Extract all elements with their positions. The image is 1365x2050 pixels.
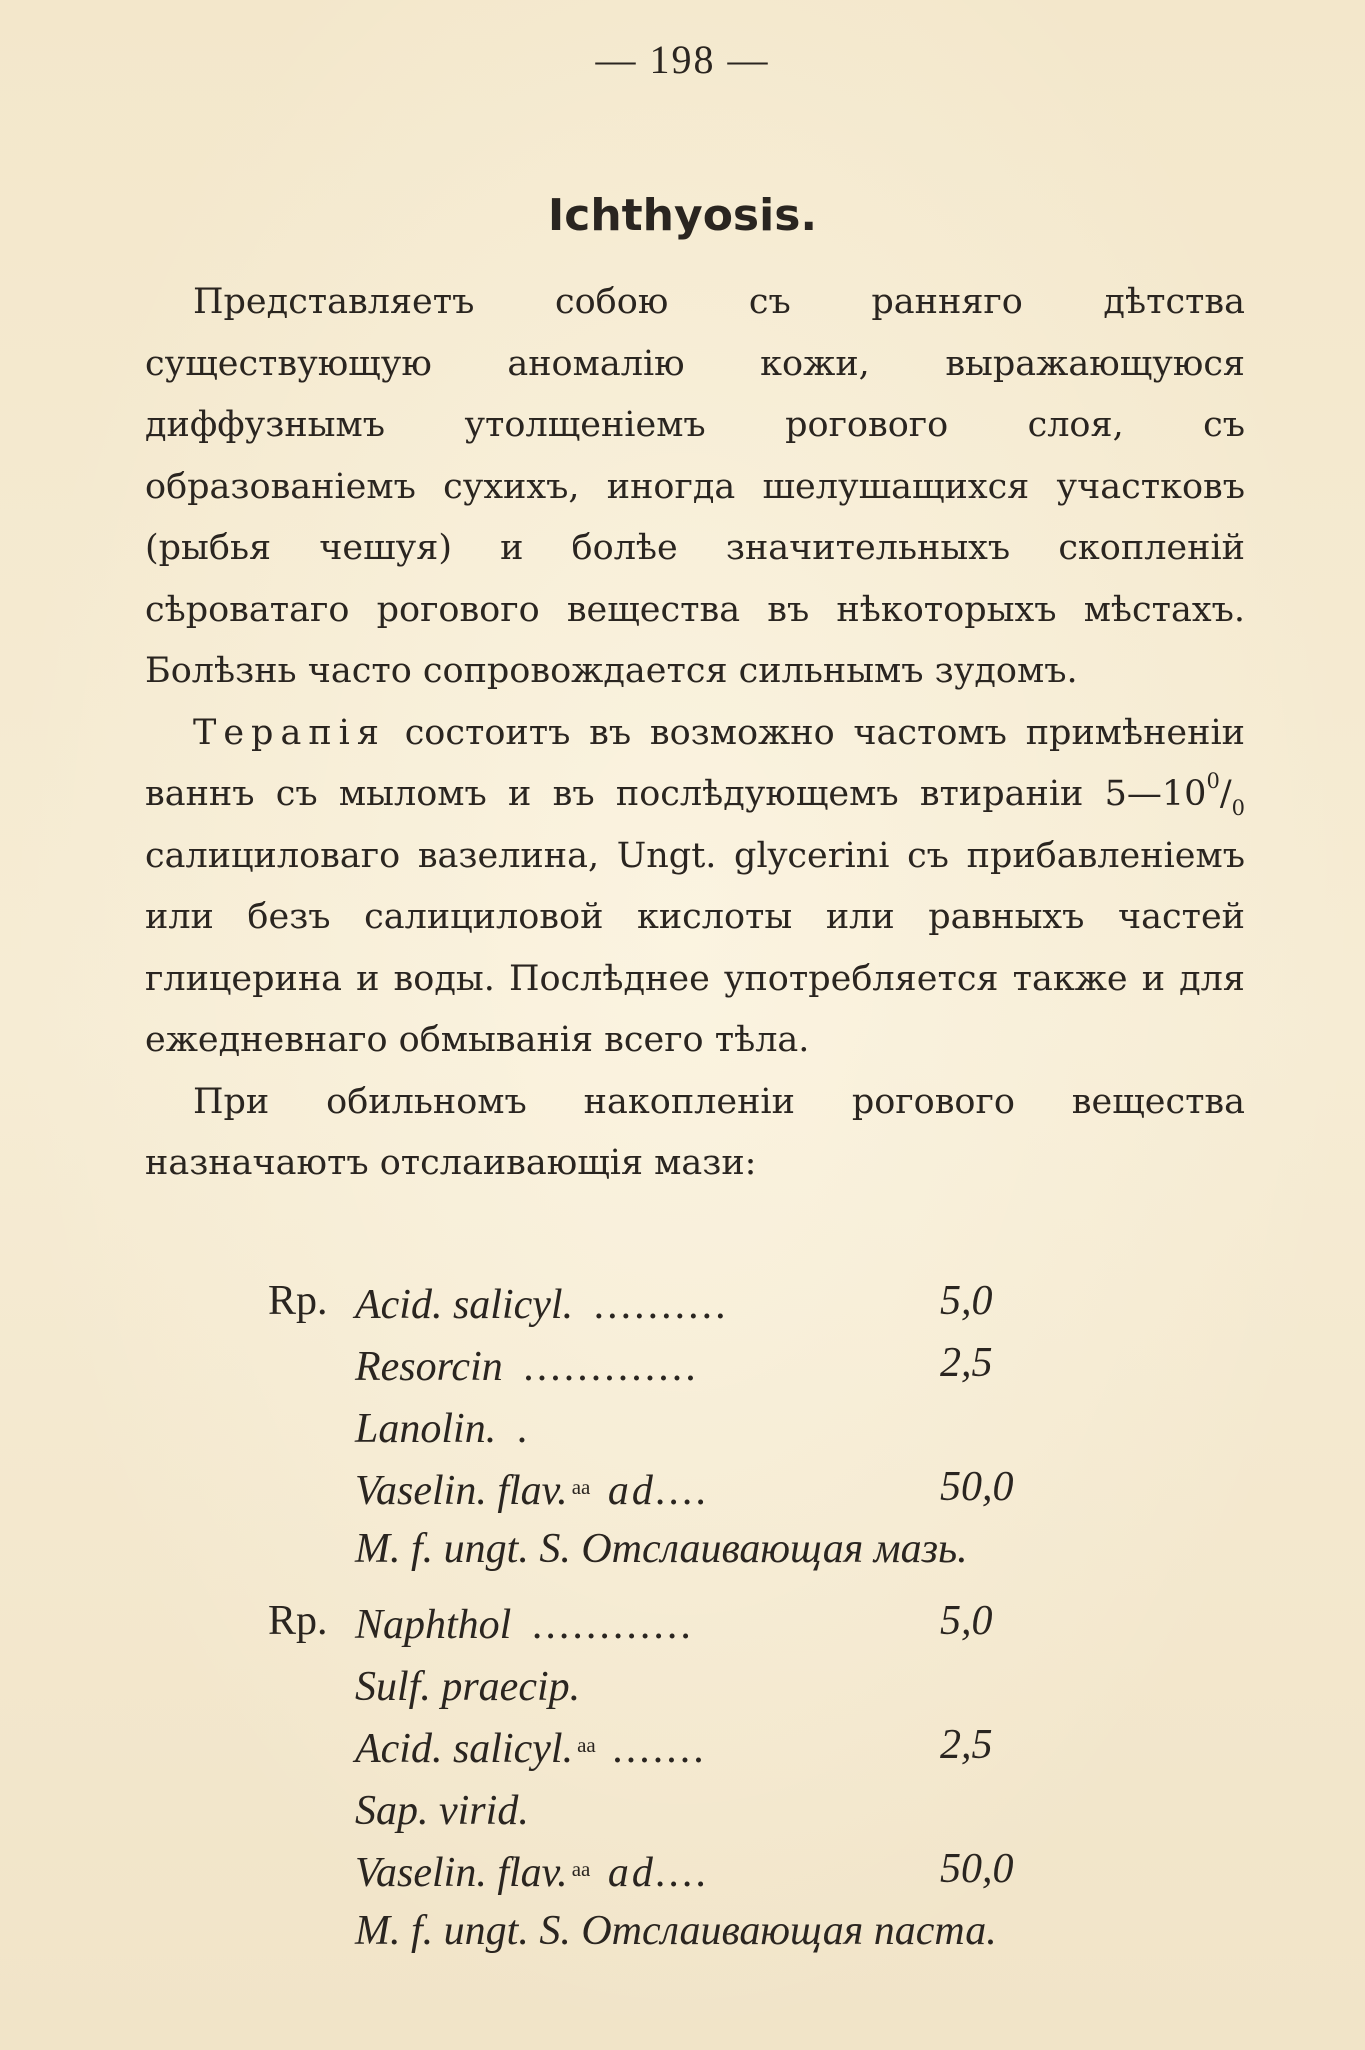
prescription-item: [0, 1456, 1365, 1518]
aa-mark: aa: [577, 1733, 596, 1757]
ingredient-name: Sap. virid.: [355, 1788, 529, 1834]
prescription-item: [0, 1838, 1365, 1900]
leader-dots: .......: [599, 1726, 708, 1772]
body-text: [145, 272, 1245, 1195]
ingredient-name: Sulf. praecip.: [355, 1664, 581, 1710]
ingredient-amount: 2,5: [940, 1722, 993, 1768]
ingredient-name: Acid. salicyl.: [355, 1282, 574, 1328]
therapy-lead-word: Терапія: [193, 712, 386, 753]
percent-slash: /: [1219, 774, 1232, 814]
prescription-label: Rp.: [268, 1598, 328, 1644]
prescription-item: [0, 1394, 1365, 1456]
prescription-1: [0, 1270, 1365, 1580]
ingredient-amount: 5,0: [940, 1278, 993, 1324]
prescription-item: [0, 1776, 1365, 1838]
percent-top: 0: [1206, 769, 1220, 793]
aa-mark: aa: [571, 1857, 591, 1881]
ingredient-name: Lanolin.: [355, 1406, 497, 1452]
page-number: — 198 —: [595, 37, 770, 82]
prescription-signature-line: [0, 1900, 1365, 1962]
prescription-signature: M. f. ungt. S. Отслаивающая паста.: [355, 1908, 997, 1954]
ingredient-name: Vaselin. flav.: [355, 1468, 568, 1514]
ingredient-name: Resorcin: [355, 1344, 503, 1390]
prescription-signature: M. f. ungt. S. Отслаивающая мазь.: [355, 1526, 968, 1572]
section-title: Ichthyosis.: [547, 190, 818, 241]
paragraph-description: Представляетъ собою съ ранняго дѣтства существующую аномалію кожи, выражающуюся диффузнымъ утолщеніемъ рогового слоя, съ образованіемъ сухихъ, иногда шелушащихся участковъ (рыбья чешуя) и болѣе значительныхъ скопленій сѣроватаго рогового вещества въ нѣкоторыхъ мѣстахъ. Болѣзнь часто сопровождается сильнымъ зудомъ.: [145, 282, 1245, 691]
prescription-item: [0, 1332, 1365, 1394]
prescription-signature-line: [0, 1518, 1365, 1580]
prescription-label: Rp.: [268, 1278, 328, 1324]
ingredient-amount: 2,5: [940, 1340, 993, 1386]
leader-dots: ad....: [594, 1468, 710, 1514]
leader-dots: ad....: [594, 1850, 710, 1896]
paragraph-therapy: [145, 703, 1245, 1072]
prescription-2: [0, 1590, 1365, 1962]
leader-dots: ............: [519, 1602, 695, 1648]
prescription-item: [0, 1270, 1365, 1332]
ingredient-amount: 50,0: [940, 1464, 1014, 1510]
paragraph-ointments: При обильномъ накопленіи рогового вещества назначаютъ отслаивающія мази:: [145, 1081, 1245, 1183]
leader-dots: .: [504, 1406, 532, 1452]
ingredient-amount: 50,0: [940, 1846, 1014, 1892]
therapy-text-b: салициловаго вазелина, Ungt. glycerini съ прибавленіемъ или безъ салициловой кислоты или равныхъ частей глицерина и воды. Послѣднее употребляется также и для ежедневнаго обмыванія всего тѣла.: [145, 835, 1245, 1060]
ingredient-amount: 5,0: [940, 1598, 993, 1644]
prescription-item: [0, 1652, 1365, 1714]
therapy-text-a: состоитъ въ возможно частомъ примѣненіи ваннъ съ мыломъ и въ послѣдующемъ втираніи 5—10: [145, 712, 1245, 814]
leader-dots: ..........: [581, 1282, 730, 1328]
ingredient-name: Acid. salicyl.: [355, 1726, 574, 1772]
aa-mark: aa: [571, 1475, 591, 1499]
prescription-item: [0, 1590, 1365, 1652]
ingredient-name: Vaselin. flav.: [355, 1850, 568, 1896]
percent-bottom: 0: [1231, 796, 1245, 820]
ingredient-name: Naphthol: [355, 1602, 512, 1648]
prescription-item: [0, 1714, 1365, 1776]
leader-dots: .............: [510, 1344, 700, 1390]
